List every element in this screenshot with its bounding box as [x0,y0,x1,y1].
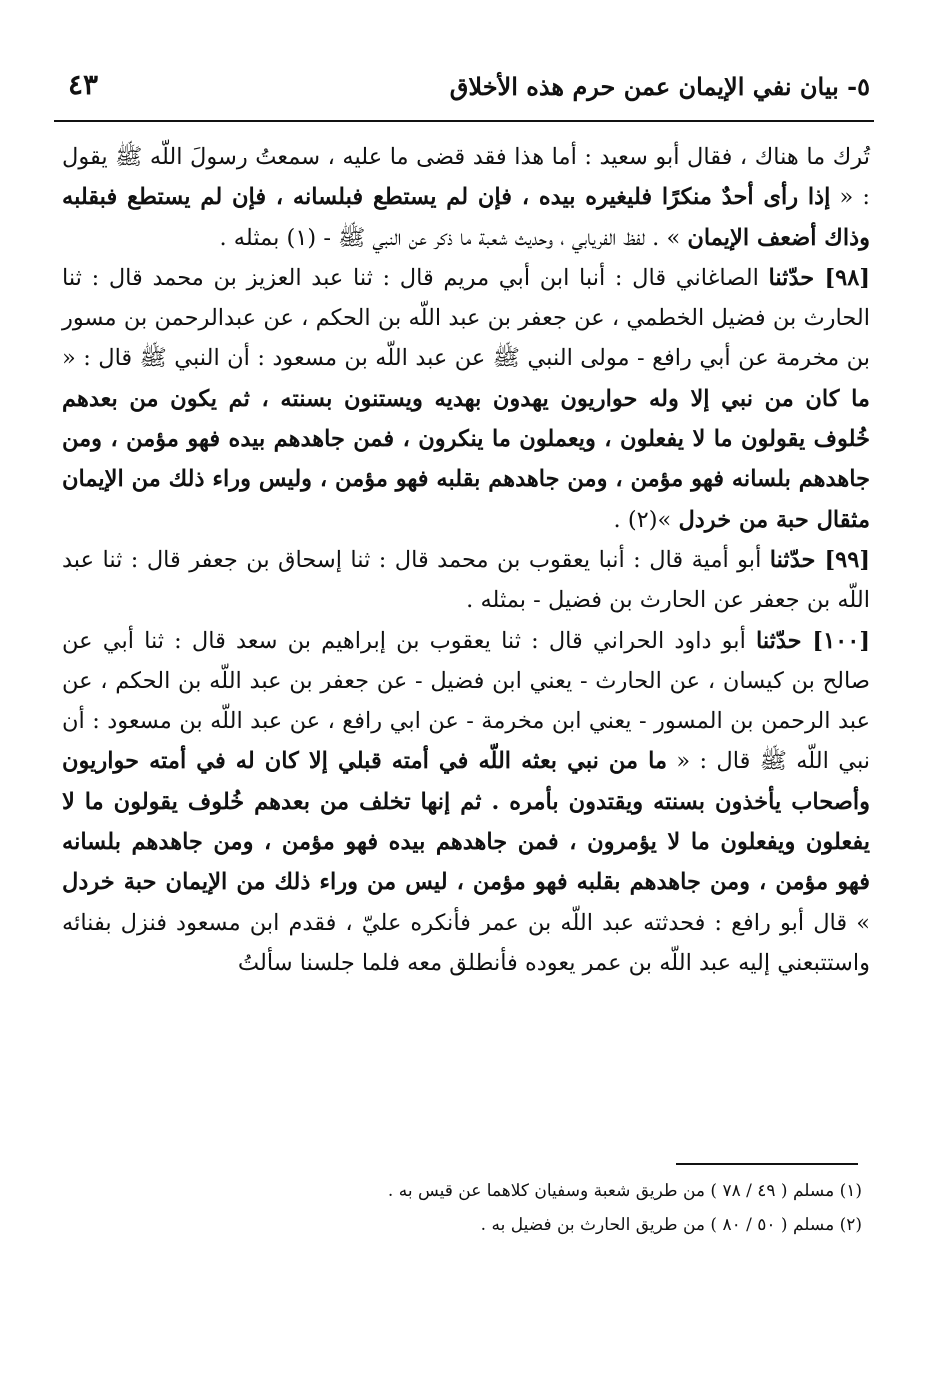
hadith-text: ما من نبي بعثه اللّه في أمته قبلي إلا كان له في أمته حواريون وأصحاب يأخذون بسنته ويقتدون بأمره . ثم إنها تخلف من بعدهم خُلوف يقولون ما لا يفعلون ويفعلون ما لا يؤمرون ، فمن جاهدهم بيده فهو مؤمن ، ومن جاهدهم بلسانه فهو مؤمن ، ومن جاهدهم بقلبه فهو مؤمن ، ليس من وراء ذلك من الإيمان حبة خردل [62,748,870,896]
hadith-text: ما كان من نبي إلا وله حواريون يهدون بهديه ويستنون بسنته ، ثم يكون من بعدهم خُلوف يقولون ما لا يفعلون ، ويعملون ما ينكرون ، فمن جاهدهم بيده فهو مؤمن ، ومن جاهدهم بلسانه فهو مؤمن ، ومن جاهدهم بقلبه فهو مؤمن ، وليس وراء ذلك من الإيمان مثقال حبة من خردل [62,385,870,533]
footnotes [62,1174,862,1242]
isnad-text: أبو داود الحراني قال : ثنا يعقوب بن إبراهيم بن سعد قال : ثنا أبي عن صالح بن كيسان ، عن الحارث - يعني ابن فضيل - عن جعفر بن عبد اللّه بن الحكم ، عن عبد الرحمن بن المسور - يعني ابن مخرمة - عن ابي رافع ، عن عبد اللّه بن مسعود : أن نبي اللّه ﷺ قال : « [62,627,870,775]
footnote-rule [676,1163,858,1165]
page-number: ٤٣ [68,68,99,101]
hadith-number: [٩٨] [824,264,870,291]
page-header [58,64,870,116]
header-rule [54,120,874,122]
hadith-text: إذا رأى أحدٌ منكرًا فليغيره بيده ، فإن لم يستطع فبلسانه ، فإن لم يستطع فبقلبه وذاك أضعف الإيمان [62,184,870,251]
hadith-number: [٩٩] [824,546,870,573]
hadith-number: [١٠٠] [812,627,870,654]
isnad-text: أبو أمية قال : أنبا يعقوب بن محمد قال : ثنا إسحاق بن جعفر قال : ثنا عبد اللّه بن جعفر عن الحارث بن فضيل - بمثله . [62,546,870,614]
main-text [62,137,870,983]
text-run: »(٢) . [613,506,679,533]
hadith-99 [62,540,870,621]
isnad-text: الصاغاني قال : أنبا ابن أبي مريم قال : ثنا عبد العزيز بن محمد قال : ثنا الحارث بن فضيل الخطمي ، عن جعفر بن عبد اللّه بن الحكم ، عن عبدالرحمن بن مسور بن مخرمة عن أبي رافع - مولى النبي ﷺ عن عبد اللّه بن مسعود : أن النبي ﷺ قال : « [62,264,870,372]
text-run: » . لفظ الفريابي ، وحديث شعبة ما ذكر عن النبي ﷺ - (١) بمثله . [219,224,688,251]
text-run: تُرك ما هناك ، فقال أبو سعيد : أما هذا فقد قضى ما عليه ، سمعتُ رسولَ اللّه ﷺ يقول : « [62,144,871,211]
narration-lead: حدّثنا [769,546,825,573]
footnote-1: (١) مسلم ( ٤٩ / ٧٨ ) من طريق شعبة وسفيان كلاهما عن قيس به . [387,1181,862,1201]
hadith-98 [62,258,870,540]
chapter-title: ٥- بيان نفي الإيمان عمن حرم هذه الأخلاق [449,72,870,101]
narration-lead: حدّثنا [755,627,813,654]
hadith-100 [62,621,870,984]
paragraph-continuation [62,137,870,258]
footnote-2: (٢) مسلم ( ٥٠ / ٨٠ ) من طريق الحارث بن فضيل به . [480,1215,862,1235]
narration-lead: حدّثنا [768,264,825,291]
text-run: » قال أبو رافع : فحدثته عبد اللّه بن عمر فأنكره عليّ ، فقدم ابن مسعود فنزل بفنائه واستتبعني إليه عبد اللّه بن عمر يعوده فأنطلق معه فلما جلسنا سألتُ [62,909,870,976]
